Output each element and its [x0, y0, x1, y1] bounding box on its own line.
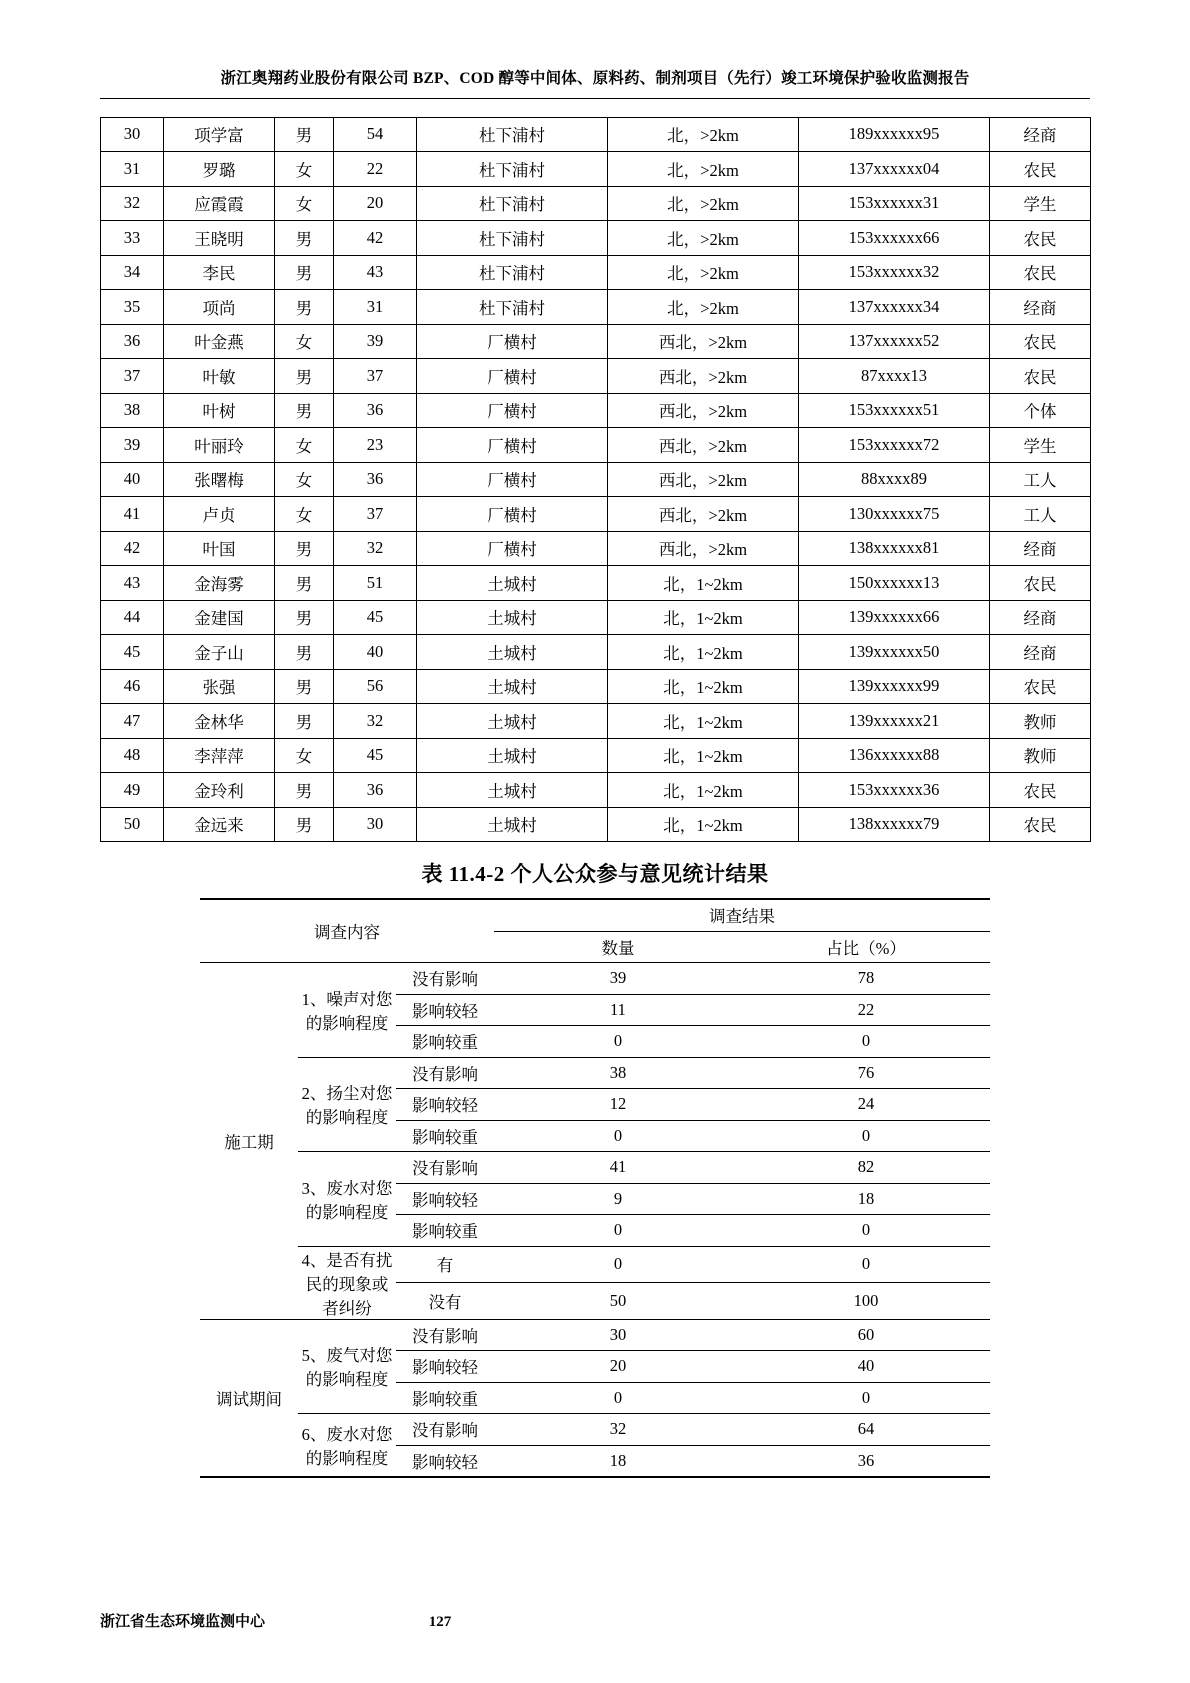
table-row [101, 255, 1091, 290]
cell-sex: 男 [275, 290, 334, 325]
cell-name: 金远来 [164, 807, 275, 842]
cell-direction: 北，1~2km [608, 600, 799, 635]
cell-direction: 北，1~2km [608, 738, 799, 773]
cell-no: 34 [101, 255, 164, 290]
table-row [101, 117, 1091, 152]
cell-occupation: 个体 [990, 393, 1091, 428]
cell-name: 罗璐 [164, 152, 275, 187]
cell-phone: 137xxxxxx04 [799, 152, 990, 187]
opinion-row [200, 1057, 990, 1089]
opinion-row [200, 1319, 990, 1351]
cell-ratio: 40 [742, 1351, 990, 1383]
cell-village: 杜下浦村 [417, 255, 608, 290]
cell-name: 叶丽玲 [164, 428, 275, 463]
table-row [101, 497, 1091, 532]
cell-sex: 男 [275, 221, 334, 256]
cell-village: 土城村 [417, 566, 608, 601]
cell-name: 项学富 [164, 117, 275, 152]
cell-phone: 139xxxxxx66 [799, 600, 990, 635]
page-header [100, 0, 1090, 90]
cell-village: 厂横村 [417, 324, 608, 359]
table-row [101, 221, 1091, 256]
cell-option: 影响较重 [396, 1215, 494, 1247]
cell-name: 叶金燕 [164, 324, 275, 359]
cell-occupation: 教师 [990, 704, 1091, 739]
cell-occupation: 经商 [990, 290, 1091, 325]
table-row [101, 600, 1091, 635]
cell-option: 影响较重 [396, 1120, 494, 1152]
cell-sex: 男 [275, 704, 334, 739]
cell-direction: 西北，>2km [608, 324, 799, 359]
cell-ratio: 0 [742, 1215, 990, 1247]
header-divider [100, 98, 1090, 99]
cell-direction: 北，1~2km [608, 807, 799, 842]
cell-phone: 153xxxxxx51 [799, 393, 990, 428]
header-title: 浙江奥翔药业股份有限公司 BZP、COD 醇等中间体、原料药、制剂项目（先行）竣工环境保护验收监测报告 [220, 70, 970, 87]
cell-village: 杜下浦村 [417, 186, 608, 221]
cell-age: 42 [334, 221, 417, 256]
cell-village: 厂横村 [417, 462, 608, 497]
cell-sex: 男 [275, 359, 334, 394]
cell-sex: 女 [275, 497, 334, 532]
cell-sex: 男 [275, 600, 334, 635]
page-footer [100, 1610, 1090, 1631]
cell-phone: 87xxxx13 [799, 359, 990, 394]
cell-age: 56 [334, 669, 417, 704]
cell-direction: 北，1~2km [608, 704, 799, 739]
table-row [101, 635, 1091, 670]
cell-age: 36 [334, 393, 417, 428]
footer-organization: 浙江省生态环境监测中心 [100, 1614, 266, 1630]
cell-phone: 153xxxxxx66 [799, 221, 990, 256]
cell-no: 38 [101, 393, 164, 428]
cell-ratio: 18 [742, 1183, 990, 1215]
cell-option: 没有 [396, 1283, 494, 1320]
cell-option: 影响较重 [396, 1026, 494, 1058]
cell-option: 没有影响 [396, 1414, 494, 1446]
cell-sex: 男 [275, 117, 334, 152]
cell-ratio: 64 [742, 1414, 990, 1446]
cell-occupation: 工人 [990, 497, 1091, 532]
cell-name: 金林华 [164, 704, 275, 739]
cell-occupation: 农民 [990, 773, 1091, 808]
cell-phone: 153xxxxxx72 [799, 428, 990, 463]
cell-village: 厂横村 [417, 497, 608, 532]
table-row [101, 428, 1091, 463]
cell-sex: 女 [275, 738, 334, 773]
cell-village: 土城村 [417, 669, 608, 704]
cell-option: 没有影响 [396, 963, 494, 995]
cell-direction: 北，>2km [608, 221, 799, 256]
cell-direction: 北，1~2km [608, 566, 799, 601]
cell-count: 0 [494, 1026, 742, 1058]
cell-no: 39 [101, 428, 164, 463]
cell-question: 4、是否有扰民的现象或者纠纷 [298, 1246, 396, 1319]
cell-question: 3、废水对您的影响程度 [298, 1152, 396, 1247]
cell-village: 杜下浦村 [417, 290, 608, 325]
cell-phone: 139xxxxxx50 [799, 635, 990, 670]
cell-age: 45 [334, 600, 417, 635]
cell-age: 40 [334, 635, 417, 670]
cell-no: 45 [101, 635, 164, 670]
cell-age: 45 [334, 738, 417, 773]
cell-village: 杜下浦村 [417, 117, 608, 152]
cell-occupation: 经商 [990, 635, 1091, 670]
cell-name: 叶敏 [164, 359, 275, 394]
cell-occupation: 农民 [990, 221, 1091, 256]
table-row [101, 393, 1091, 428]
table-row [101, 462, 1091, 497]
cell-no: 48 [101, 738, 164, 773]
cell-name: 李萍萍 [164, 738, 275, 773]
cell-occupation: 教师 [990, 738, 1091, 773]
cell-count: 30 [494, 1319, 742, 1351]
cell-name: 张强 [164, 669, 275, 704]
opinion-header-row [200, 899, 990, 931]
cell-sex: 男 [275, 393, 334, 428]
cell-occupation: 农民 [990, 324, 1091, 359]
cell-name: 金子山 [164, 635, 275, 670]
cell-occupation: 农民 [990, 359, 1091, 394]
cell-option: 影响较轻 [396, 994, 494, 1026]
cell-ratio: 22 [742, 994, 990, 1026]
cell-name: 应霞霞 [164, 186, 275, 221]
cell-sex: 男 [275, 807, 334, 842]
cell-name: 李民 [164, 255, 275, 290]
header-survey-result: 调查结果 [494, 899, 990, 931]
cell-age: 37 [334, 497, 417, 532]
cell-phone: 139xxxxxx21 [799, 704, 990, 739]
cell-ratio: 0 [742, 1026, 990, 1058]
cell-village: 土城村 [417, 600, 608, 635]
table-row [101, 531, 1091, 566]
cell-name: 卢贞 [164, 497, 275, 532]
cell-ratio: 60 [742, 1319, 990, 1351]
cell-direction: 北，>2km [608, 117, 799, 152]
cell-name: 王晓明 [164, 221, 275, 256]
cell-direction: 西北，>2km [608, 393, 799, 428]
cell-name: 项尚 [164, 290, 275, 325]
cell-phone: 139xxxxxx99 [799, 669, 990, 704]
cell-option: 没有影响 [396, 1152, 494, 1184]
cell-name: 金玲利 [164, 773, 275, 808]
cell-option: 影响较轻 [396, 1351, 494, 1383]
cell-ratio: 78 [742, 963, 990, 995]
cell-no: 31 [101, 152, 164, 187]
cell-question: 5、废气对您的影响程度 [298, 1319, 396, 1414]
cell-option: 没有影响 [396, 1057, 494, 1089]
cell-village: 土城村 [417, 738, 608, 773]
footer-page-number: 127 [428, 1614, 452, 1630]
cell-phone: 138xxxxxx79 [799, 807, 990, 842]
cell-direction: 西北，>2km [608, 531, 799, 566]
cell-village: 杜下浦村 [417, 152, 608, 187]
cell-phase: 调试期间 [200, 1319, 298, 1477]
cell-ratio: 0 [742, 1120, 990, 1152]
cell-phone: 138xxxxxx81 [799, 531, 990, 566]
cell-occupation: 农民 [990, 566, 1091, 601]
cell-age: 54 [334, 117, 417, 152]
cell-village: 土城村 [417, 773, 608, 808]
cell-count: 0 [494, 1120, 742, 1152]
cell-no: 41 [101, 497, 164, 532]
cell-sex: 男 [275, 255, 334, 290]
cell-direction: 西北，>2km [608, 462, 799, 497]
cell-name: 叶国 [164, 531, 275, 566]
cell-no: 46 [101, 669, 164, 704]
table-row [101, 807, 1091, 842]
cell-age: 51 [334, 566, 417, 601]
cell-ratio: 100 [742, 1283, 990, 1320]
cell-age: 37 [334, 359, 417, 394]
cell-village: 杜下浦村 [417, 221, 608, 256]
cell-name: 张曙梅 [164, 462, 275, 497]
cell-occupation: 农民 [990, 807, 1091, 842]
cell-option: 没有影响 [396, 1319, 494, 1351]
cell-direction: 北，1~2km [608, 669, 799, 704]
cell-option: 影响较重 [396, 1382, 494, 1414]
cell-sex: 女 [275, 462, 334, 497]
table-row [101, 152, 1091, 187]
cell-count: 9 [494, 1183, 742, 1215]
cell-option: 有 [396, 1246, 494, 1283]
cell-sex: 男 [275, 669, 334, 704]
cell-count: 11 [494, 994, 742, 1026]
cell-age: 30 [334, 807, 417, 842]
cell-name: 叶树 [164, 393, 275, 428]
cell-sex: 女 [275, 152, 334, 187]
cell-sex: 男 [275, 531, 334, 566]
cell-no: 35 [101, 290, 164, 325]
cell-phone: 153xxxxxx32 [799, 255, 990, 290]
cell-no: 36 [101, 324, 164, 359]
cell-age: 23 [334, 428, 417, 463]
cell-direction: 北，>2km [608, 290, 799, 325]
cell-occupation: 学生 [990, 428, 1091, 463]
cell-direction: 北，>2km [608, 186, 799, 221]
cell-phone: 88xxxx89 [799, 462, 990, 497]
cell-ratio: 0 [742, 1246, 990, 1283]
cell-occupation: 经商 [990, 531, 1091, 566]
cell-village: 土城村 [417, 704, 608, 739]
opinion-row [200, 1414, 990, 1446]
table-row [101, 738, 1091, 773]
cell-occupation: 工人 [990, 462, 1091, 497]
table-row [101, 324, 1091, 359]
cell-no: 30 [101, 117, 164, 152]
header-survey-content: 调查内容 [200, 899, 494, 963]
opinion-row [200, 1152, 990, 1184]
table-row [101, 290, 1091, 325]
cell-count: 12 [494, 1089, 742, 1121]
cell-sex: 女 [275, 428, 334, 463]
cell-age: 39 [334, 324, 417, 359]
cell-no: 49 [101, 773, 164, 808]
header-ratio: 占比（%） [742, 931, 990, 963]
cell-direction: 西北，>2km [608, 497, 799, 532]
cell-no: 44 [101, 600, 164, 635]
cell-sex: 女 [275, 324, 334, 359]
cell-no: 37 [101, 359, 164, 394]
opinion-table [200, 898, 990, 1478]
cell-question: 2、扬尘对您的影响程度 [298, 1057, 396, 1152]
cell-no: 32 [101, 186, 164, 221]
cell-option: 影响较轻 [396, 1183, 494, 1215]
header-count: 数量 [494, 931, 742, 963]
cell-count: 0 [494, 1382, 742, 1414]
residents-table [100, 117, 1091, 843]
cell-village: 厂横村 [417, 531, 608, 566]
cell-age: 31 [334, 290, 417, 325]
cell-count: 18 [494, 1445, 742, 1477]
cell-phone: 137xxxxxx34 [799, 290, 990, 325]
cell-ratio: 24 [742, 1089, 990, 1121]
cell-phase: 施工期 [200, 963, 298, 1320]
cell-option: 影响较轻 [396, 1445, 494, 1477]
cell-sex: 女 [275, 186, 334, 221]
table-row [101, 773, 1091, 808]
opinion-row [200, 1246, 990, 1283]
cell-sex: 男 [275, 566, 334, 601]
cell-village: 厂横村 [417, 359, 608, 394]
cell-phone: 150xxxxxx13 [799, 566, 990, 601]
cell-age: 36 [334, 462, 417, 497]
cell-count: 41 [494, 1152, 742, 1184]
cell-direction: 北，1~2km [608, 773, 799, 808]
cell-village: 厂横村 [417, 393, 608, 428]
cell-age: 32 [334, 704, 417, 739]
cell-age: 32 [334, 531, 417, 566]
cell-village: 土城村 [417, 807, 608, 842]
cell-direction: 西北，>2km [608, 359, 799, 394]
cell-count: 32 [494, 1414, 742, 1446]
table-row [101, 566, 1091, 601]
opinion-table-title: 表 11.4-2 个人公众参与意见统计结果 [421, 862, 769, 887]
cell-phone: 136xxxxxx88 [799, 738, 990, 773]
cell-no: 50 [101, 807, 164, 842]
cell-ratio: 0 [742, 1382, 990, 1414]
cell-phone: 189xxxxxx95 [799, 117, 990, 152]
cell-occupation: 农民 [990, 152, 1091, 187]
cell-age: 43 [334, 255, 417, 290]
cell-no: 33 [101, 221, 164, 256]
cell-ratio: 76 [742, 1057, 990, 1089]
cell-count: 0 [494, 1246, 742, 1283]
cell-occupation: 学生 [990, 186, 1091, 221]
cell-name: 金建国 [164, 600, 275, 635]
cell-count: 38 [494, 1057, 742, 1089]
table-row [101, 186, 1091, 221]
cell-phone: 137xxxxxx52 [799, 324, 990, 359]
cell-age: 36 [334, 773, 417, 808]
cell-occupation: 农民 [990, 255, 1091, 290]
cell-count: 20 [494, 1351, 742, 1383]
cell-phone: 153xxxxxx31 [799, 186, 990, 221]
cell-village: 厂横村 [417, 428, 608, 463]
cell-no: 42 [101, 531, 164, 566]
cell-phone: 130xxxxxx75 [799, 497, 990, 532]
cell-sex: 男 [275, 635, 334, 670]
cell-question: 6、废水对您的影响程度 [298, 1414, 396, 1478]
cell-direction: 北，>2km [608, 255, 799, 290]
cell-age: 20 [334, 186, 417, 221]
cell-phone: 153xxxxxx36 [799, 773, 990, 808]
table-row [101, 359, 1091, 394]
cell-ratio: 82 [742, 1152, 990, 1184]
cell-direction: 北，1~2km [608, 635, 799, 670]
cell-age: 22 [334, 152, 417, 187]
opinion-row [200, 963, 990, 995]
cell-option: 影响较轻 [396, 1089, 494, 1121]
cell-direction: 北，>2km [608, 152, 799, 187]
cell-occupation: 经商 [990, 600, 1091, 635]
cell-no: 40 [101, 462, 164, 497]
table-row [101, 704, 1091, 739]
cell-occupation: 农民 [990, 669, 1091, 704]
cell-question: 1、噪声对您的影响程度 [298, 963, 396, 1058]
table-row [101, 669, 1091, 704]
cell-no: 43 [101, 566, 164, 601]
cell-name: 金海雾 [164, 566, 275, 601]
cell-sex: 男 [275, 773, 334, 808]
cell-no: 47 [101, 704, 164, 739]
cell-ratio: 36 [742, 1445, 990, 1477]
cell-count: 50 [494, 1283, 742, 1320]
cell-count: 0 [494, 1215, 742, 1247]
cell-count: 39 [494, 963, 742, 995]
cell-occupation: 经商 [990, 117, 1091, 152]
cell-village: 土城村 [417, 635, 608, 670]
cell-direction: 西北，>2km [608, 428, 799, 463]
